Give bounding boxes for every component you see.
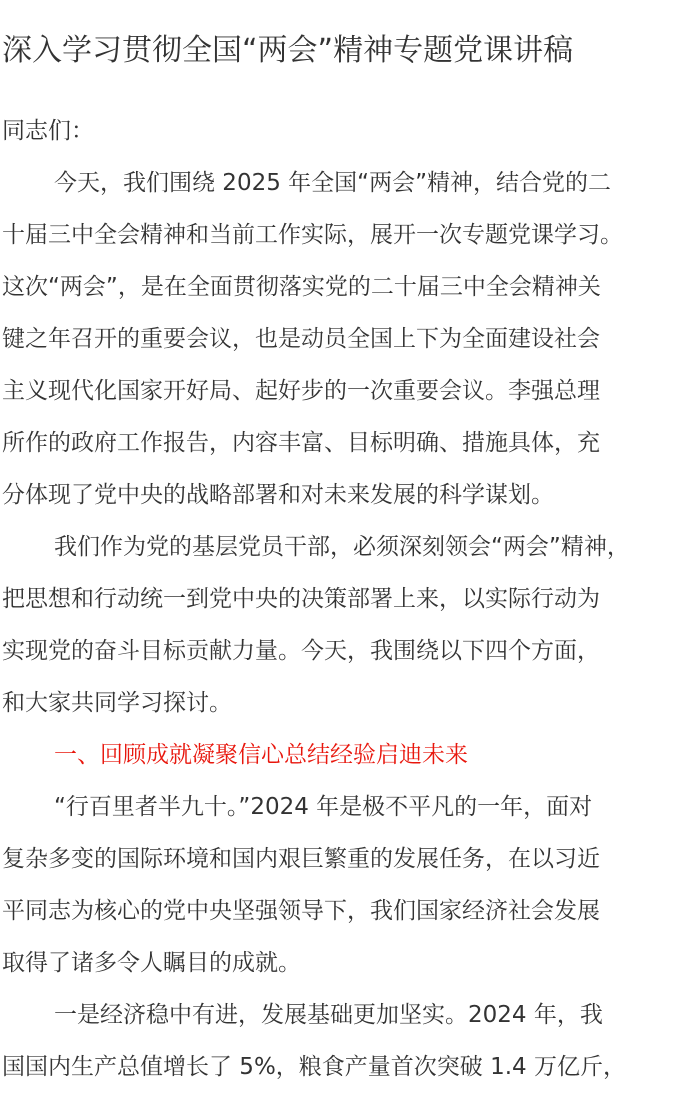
document-title: 深入学习贯彻全国“两会”精神专题党课讲稿: [2, 33, 574, 68]
paragraph-line: 键之年召开的重要会议，也是动员全国上下为全面建设社会: [2, 326, 600, 352]
paragraph-line: 我们作为党的基层党员干部，必须深刻领会“两会”精神，: [54, 534, 630, 560]
paragraph-line: 同志们：: [2, 118, 94, 144]
paragraph-line: 平同志为核心的党中央坚强领导下，我们国家经济社会发展: [2, 898, 600, 924]
paragraph-line: 取得了诸多令人瞩目的成就。: [2, 950, 301, 976]
paragraph-line: 复杂多变的国际环境和国内艰巨繁重的发展任务，在以习近: [2, 846, 600, 872]
paragraph-line: 主义现代化国家开好局、起好步的一次重要会议。李强总理: [2, 378, 600, 404]
paragraph-line: 实现党的奋斗目标贡献力量。今天，我围绕以下四个方面，: [2, 638, 600, 664]
paragraph-line: 十届三中全会精神和当前工作实际，展开一次专题党课学习。: [2, 222, 623, 248]
paragraph-line: 今天，我们围绕 2025 年全国“两会”精神，结合党的二: [54, 170, 611, 196]
document-body: [2, 105, 692, 1093]
paragraph-line: 一是经济稳中有进，发展基础更加坚实。2024 年，我: [54, 1002, 603, 1028]
section-heading: 一、回顾成就凝聚信心总结经验启迪未来: [54, 742, 468, 768]
paragraph-line: 这次“两会”，是在全面贯彻落实党的二十届三中全会精神关: [2, 274, 601, 300]
paragraph-line: 把思想和行动统一到党中央的决策部署上来，以实际行动为: [2, 586, 600, 612]
paragraph-line: 和大家共同学习探讨。: [2, 690, 232, 716]
paragraph-line: “行百里者半九十。”2024 年是极不平凡的一年，面对: [54, 794, 593, 820]
paragraph-line: 分体现了党中央的战略部署和对未来发展的科学谋划。: [2, 482, 554, 508]
paragraph-line: 国国内生产总值增长了 5%，粮食产量首次突破 1.4 万亿斤，: [2, 1054, 626, 1080]
paragraph-line: 所作的政府工作报告，内容丰富、目标明确、措施具体，充: [2, 430, 600, 456]
